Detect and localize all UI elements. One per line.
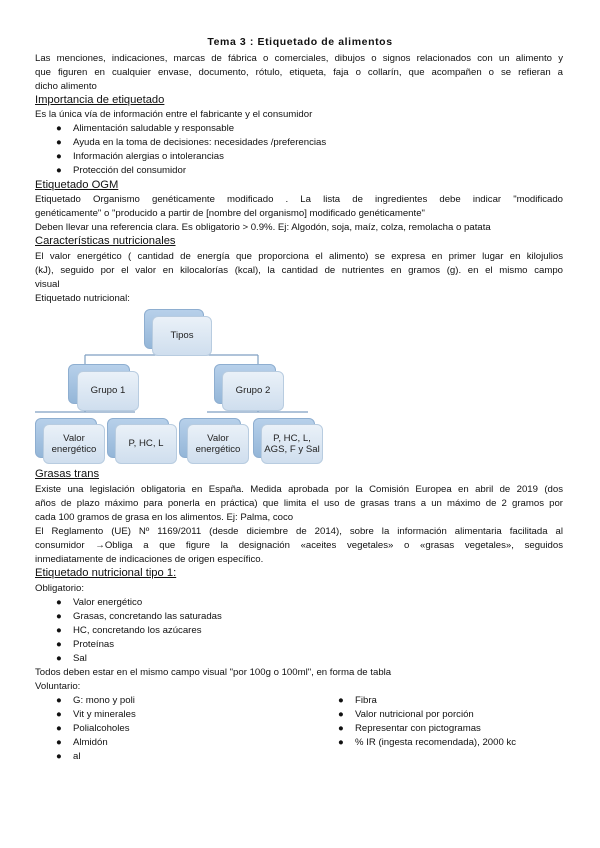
heading-tipo1: Etiquetado nutricional tipo 1: xyxy=(35,567,177,579)
obligatorio-label: Obligatorio: xyxy=(35,583,85,594)
list-item: ● % IR (ingesta recomendada), 2000 kc xyxy=(338,737,517,748)
list-item: ● Fibra xyxy=(338,695,377,706)
caracteristicas-line-1: El valor energético ( cantidad de energía que proporciona el alimento) se expresa en primer lugar en kilojulios xyxy=(35,251,563,262)
tabla-text: Todos deben estar en el mismo campo visual "por 100g o 100ml", en forma de tabla xyxy=(35,667,392,678)
list-item: ● Almidón xyxy=(56,737,108,748)
bullet-icon: ● xyxy=(338,723,344,734)
heading-grasas-trans: Grasas trans xyxy=(35,468,100,480)
ogm-line-2: genéticamente" o "producido a partir de [nombre del organismo] modificado genéticamente" xyxy=(35,208,425,219)
bullet-icon: ● xyxy=(56,151,62,162)
bullet-icon: ● xyxy=(56,625,62,636)
bullet-icon: ● xyxy=(338,709,344,720)
grasas-line-6: inmediatamente de indicaciones de origen específico. xyxy=(35,554,264,565)
intro-line-3: dicho alimento xyxy=(35,81,97,92)
bullet-icon: ● xyxy=(338,695,344,706)
list-item: ● Polialcoholes xyxy=(56,723,130,734)
importancia-text: Es la única vía de información entre el fabricante y el consumidor xyxy=(35,109,313,120)
diagram-leaf-p-hc-l-ags: P, HC, L, AGS, F y Sal xyxy=(261,424,323,464)
list-item: ● Proteínas xyxy=(56,639,115,650)
diagram-leaf-valor-energetico-1: Valor energético xyxy=(43,424,105,464)
bullet-icon: ● xyxy=(56,597,62,608)
intro-line-2: que figuren en cualquier envase, documento, rótulo, etiqueta, faja o collarín, que acompañen o se refieran a xyxy=(35,67,563,78)
list-item: ● Sal xyxy=(56,653,87,664)
bullet-icon: ● xyxy=(56,653,62,664)
diagram-root-tipos: Tipos xyxy=(152,316,212,356)
bullet-icon: ● xyxy=(56,737,62,748)
bullet-icon: ● xyxy=(56,611,62,622)
heading-ogm: Etiquetado OGM xyxy=(35,179,119,191)
grasas-line-5: consumidor →Obliga a que figure la designación «aceites vegetales» o «grasas vegetales», seguidos xyxy=(35,540,563,551)
page-title: Tema 3 : Etiquetado de alimentos xyxy=(207,36,393,48)
ogm-line-1: Etiquetado Organismo genéticamente modificado . La lista de ingredientes debe indicar "modificado xyxy=(35,194,563,205)
bullet-icon: ● xyxy=(56,137,62,148)
bullet-icon: ● xyxy=(56,639,62,650)
caracteristicas-line-3: visual xyxy=(35,279,60,290)
diagram-group1: Grupo 1 xyxy=(77,371,139,411)
bullet-icon: ● xyxy=(56,695,62,706)
list-item: ● G: mono y poli xyxy=(56,695,135,706)
list-item: ● Ayuda en la toma de decisiones: necesidades /preferencias xyxy=(56,137,327,148)
bullet-icon: ● xyxy=(56,709,62,720)
intro-line-1: Las menciones, indicaciones, marcas de fábrica o comerciales, dibujos o signos relacionados con un alimento y xyxy=(35,53,563,64)
grasas-line-1: Existe una legislación obligatoria en España. Medida aprobada por la Comisión Europea en abril de 2019 (dos xyxy=(35,484,563,495)
list-item: ● Valor energético xyxy=(56,597,143,608)
list-item: ● Valor nutricional por porción xyxy=(338,709,474,720)
list-item: ● Protección del consumidor xyxy=(56,165,187,176)
ogm-line-3: Deben llevar una referencia clara. Es obligatorio > 0.9%. Ej: Algodón, soja, maíz, colza, remolacha o patata xyxy=(35,222,491,233)
bullet-icon: ● xyxy=(56,723,62,734)
caracteristicas-line-2: (kJ), seguido por el valor en kilocalorías (kcal), la cantidad de nutrientes en gramos (g). en el mismo campo xyxy=(35,265,563,276)
list-item: ● Vit y minerales xyxy=(56,709,136,720)
bullet-icon: ● xyxy=(338,737,344,748)
list-item: ● HC, concretando los azúcares xyxy=(56,625,202,636)
bullet-icon: ● xyxy=(56,751,62,762)
heading-importancia: Importancia de etiquetado xyxy=(35,94,165,106)
list-item: ● Representar con pictogramas xyxy=(338,723,481,734)
list-item: ● Información alergias o intolerancias xyxy=(56,151,224,162)
diagram-leaf-valor-energetico-2: Valor energético xyxy=(187,424,249,464)
voluntario-label: Voluntario: xyxy=(35,681,81,692)
heading-caracteristicas: Características nutricionales xyxy=(35,235,176,247)
grasas-line-3: cada 100 gramos de grasa en los alimentos. Ej: Palma, coco xyxy=(35,512,294,523)
bullet-icon: ● xyxy=(56,123,62,134)
diagram-group2: Grupo 2 xyxy=(222,371,284,411)
grasas-line-4: El Reglamento (UE) Nº 1169/2011 (desde diciembre de 2014), sobre la información alimentaria facilitada al xyxy=(35,526,563,537)
bullet-icon: ● xyxy=(56,165,62,176)
diagram-leaf-p-hc-l: P, HC, L xyxy=(115,424,177,464)
grasas-line-2: años de plazo máximo para ponerla en práctica) que limita el uso de grasas trans a un máximo de 2 gramos por xyxy=(35,498,563,509)
list-item: ● Alimentación saludable y responsable xyxy=(56,123,235,134)
list-item: ● Grasas, concretando las saturadas xyxy=(56,611,222,622)
list-item: ● al xyxy=(56,751,81,762)
etiquetado-nutricional-label: Etiquetado nutricional: xyxy=(35,293,130,304)
